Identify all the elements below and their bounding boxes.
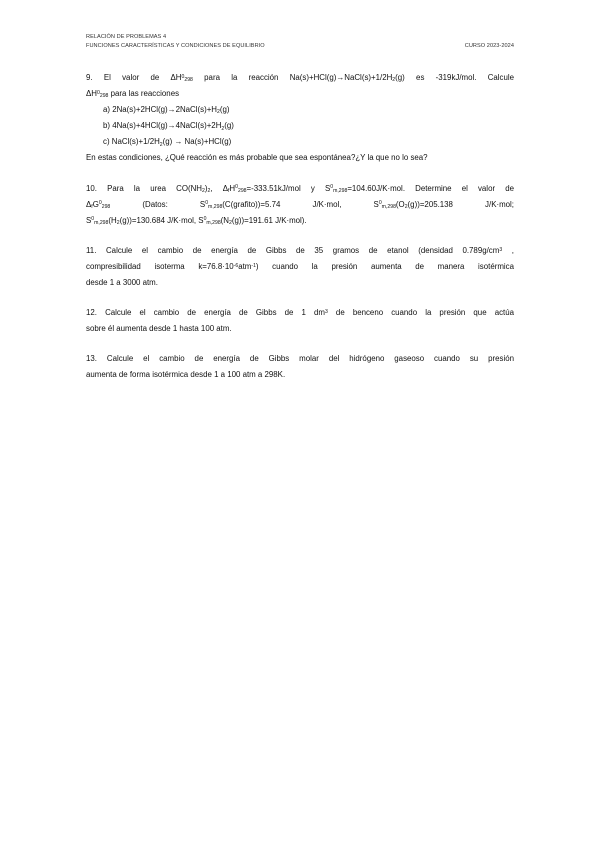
problem-12 [86, 305, 514, 337]
header-course: CURSO 2023-2024 [464, 43, 514, 49]
problem-11-line-2: compresibilidad isoterma $k=76.8\cdot 10^{-6}atm^{-1}$) cuando la presión aumenta de manera isotérmica [86, 261, 514, 271]
problem-13 [86, 351, 514, 383]
page-header [86, 33, 514, 51]
problem-9-item-c: c) $NaCl(s)+1/2H_2(g) \to Na(s)+HCl(g)$ [103, 137, 232, 148]
problem-11-line-1: 11. Calcule el cambio de energía de Gibbs de 35 gramos de etanol (densidad $0.789g/cm^3$ , [86, 245, 514, 255]
problem-12-line-1: 12. Calcule el cambio de energía de Gibbs de 1 $dm^3$ de benceno cuando la presión que actúa [86, 308, 514, 318]
problem-10 [86, 181, 514, 229]
problem-10-line-1: 10. Para la urea $CO(NH_2)_2$, $\Delta_fH^0_{298}=-333.51kJ$/mol y $S^0_{m,298}=104.60J/K\cdot mol$. Determine el valor de [86, 183, 515, 194]
header-title: RELACIÓN DE PROBLEMAS 4 [86, 34, 167, 40]
problem-9-item-a: a) $2Na(s)+2HCl(g)\to 2NaCl(s)+H_2(g)$ [103, 105, 230, 116]
problem-9-item-b: b) $4Na(s)+4HCl(g)\to 4NaCl(s)+2H_2(g)$ [103, 121, 234, 132]
problem-9-question: En estas condiciones, ¿Qué reacción es más probable que sea espontánea?¿Y la que no lo sea? [86, 153, 428, 163]
problem-13-line-1: 13. Calcule el cambio de energía de Gibbs molar del hidrógeno gaseoso cuando su presión [86, 354, 514, 364]
problem-11 [86, 243, 514, 291]
problem-9-prompt: $\Delta H^0_{298}$ para las reacciones [86, 89, 180, 100]
problem-10-line-2: $\Delta_fG^0_{298}$ (Datos: $S^0_{m,298}(C(grafito))=5.74$ J/K·mol, $S^0_{m,298}(O_2(g))=205.138$ J/K·mol; [86, 199, 514, 210]
problem-9-statement: 9. El valor de $\Delta H^0_{298}$ para la reacción $Na(s)+HCl(g)\to NaCl(s)+1/2H_2(g)$ es -319kJ/mol. Calcule [86, 73, 515, 84]
problem-11-line-3: desde 1 a 3000 atm. [86, 278, 158, 288]
problem-list [86, 70, 514, 384]
problem-13-line-2: aumenta de forma isotérmica desde 1 a 100 atm a 298K. [86, 370, 286, 380]
problem-10-line-3: $S^0_{m,298}(H_2(g))=130.684$ J/K·mol, $S^0_{m,298}(N_2(g))=191.61$ J/K·mol). [86, 215, 307, 227]
problem-9 [86, 70, 514, 167]
problem-12-line-2: sobre él aumenta desde 1 hasta 100 atm. [86, 324, 232, 334]
header-subtitle: FUNCIONES CARACTERÍSTICAS Y CONDICIONES DE EQUILIBRIO [86, 43, 265, 49]
